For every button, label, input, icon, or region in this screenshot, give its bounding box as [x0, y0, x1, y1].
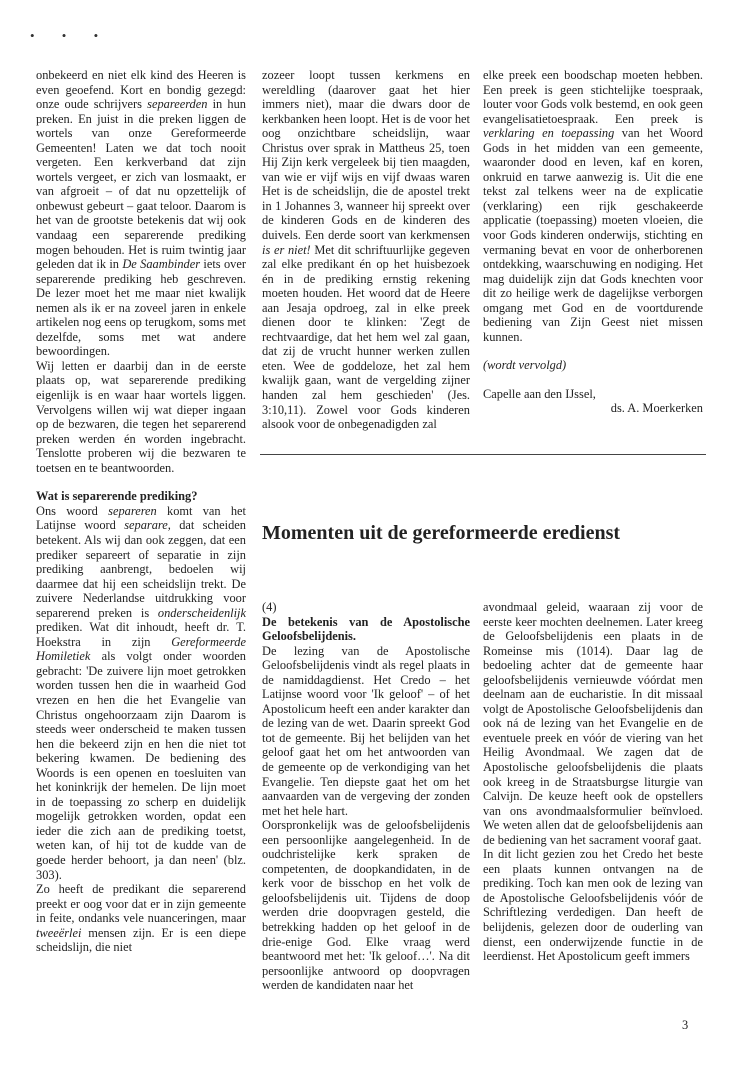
- article1-column-2: [262, 68, 470, 432]
- paragraph: onbekeerd en niet elk kind des Heeren is even geoefend. Kort en bondig gezegd: onze oude schrijvers separeerden in hun preken. En juist in die preken liggen de wortels van onze Gereformeerde Gemeenten! Laten we dat toch nooit vergeten. Een kerkverband dat zijn wortels vergeet, er zich van losmaakt, er van afgroeit – of dat nu opzettelijk of onbewust gebeurt – gaat teloor. Daarom is het van de grootste betekenis dat wij ook vandaag een separerende prediking mogen behouden. Het is ruim twintig jaar geleden dat ik in De Saambinder iets over separerende prediking heb geschreven. De lezer moet het me maar niet kwalijk nemen als ik er na zoveel jaren in enkele artikelen nog eens op terugkom, soms met dezelfde, soms met wat andere bewoordingen.: [36, 68, 246, 359]
- paragraph: De lezing van de Apostolische Geloofsbelijdenis vindt als regel plaats in de namiddagdienst. Het Credo – het Latijnse woord voor 'Ik geloof' – of het Apostolicum heeft een ander karakter dan de lezing van de wet. Daarin spreekt God tot de gemeente. Bij het belijden van het geloof gaat het om het antwoorden van de gemeente op de verkondiging van het Evangelie. Ten diepste gaat het om het aanvaarden van de vergeving der zonden met het hele hart.: [262, 643, 470, 818]
- paragraph: In dit licht gezien zou het Credo het beste een plaats kunnen ontvangen na de prediking. Toch kan men ook de lezing van de Apostolische Geloofsbelijdenis vóór de Schriftlezing verdedigen. Dan heeft de belijdenis, gelezen door de ouderling van dienst, een onderwijzende functie in de leerdienst. Het Apostolicum geeft immers: [483, 847, 703, 964]
- article2-column-1: [262, 600, 470, 993]
- signature-author: ds. A. Moerkerken: [610, 401, 703, 416]
- paragraph: avondmaal geleid, waaraan zij voor de eerste keer mochten deelnemen. Later kreeg de Geloofsbelijdenis een plaats in de Romeinse mis (1014). Daar lag de bedoeling achter dat de gemeente haar geloofsbelijdenis vernieuwde vóórdat men deelnam aan de eucharistie. In dit missaal volgt de Apostolische Geloofsbelijdenis dan ook ná de lezing van het Evangelie en de eventuele preek en vóór de viering van het Heilig Avondmaal. We zagen dat de Apostolische geloofsbelijdenis die plaats ook kreeg in de Straatsburgse liturgie van Calvijn. De keuze heeft ook de opstellers van ons avondmaalsformulier beïnvloed. We weten allen dat de geloofsbelijdenis aan de bediening van het sacrament vooraf gaat.: [483, 600, 703, 847]
- article-heading: De betekenis van de Apostolische Geloofsbelijdenis.: [262, 614, 470, 644]
- paragraph: Zo heeft de predikant die separerend preekt er oog voor dat er in zijn gemeente in feite, ondanks vele nuanceringen, maar tweeërlei mensen zijn. Er is een diepe scheidslijn, die niet: [36, 882, 246, 955]
- paragraph: elke preek een boodschap moeten hebben. Een preek is geen stichtelijke toespraak, louter voor Gods volk bestemd, en ook geen evangelisatietoespraak. Een preek is verklaring en toepassing van het Woord Gods in het midden van een gemeente, waaronder dood en leven, kaf en koren, onkruid en tarwe aanwezig is. Uit die ene tekst zal telkens weer na de explicatie (verklaring) een rijk geschakeerde applicatie (toepassing) moeten vloeien, die voor Gods kinderen onderwijs, stichting en vermaning bevat en voor de onherborenen ontdekking, waarschuwing en nodiging. Het mag duidelijk zijn dat Gods knechten voor dit zo heilige werk de dagelijkse verborgen omgang met God en de voortdurende bediening van Zijn Geest niet missen kunnen.: [483, 68, 703, 344]
- paragraph: Oorspronkelijk was de geloofsbelijdenis een persoonlijke aangelegenheid. In de oudchristelijke kerk spraken de competenten, de doopkandidaten, in de kerk voor de bisschop en het volk de geloofsbelijdenis uit. Tijdens de doop werden drie doopvragen gesteld, die betrekking hadden op het geloof in de drie-enige God. Elke vraag werd beantwoord met het: 'Ik geloof…'. Na dit persoonlijke antwoord op doopvragen werden de kandidaten naar het: [262, 818, 470, 993]
- article-number: (4): [262, 600, 277, 614]
- page-number: 3: [682, 1018, 689, 1032]
- signature: [483, 387, 703, 416]
- to-be-continued: (wordt vervolgd): [483, 358, 567, 373]
- paragraph: Ons woord separeren komt van het Latijnse woord separare, dat scheiden betekent. Als wij dan ook zeggen, dat een prediker separeert of separatie in zijn prediking aanbrengt, bedoelen wij daarmee dat hij een scheidslijn trekt. De zuivere Nederlandse uitdrukking voor separerend preken is onderscheidenlijk prediken. Wat dit inhoudt, heeft dr. T. Hoekstra in zijn Gereformeerde Homiletiek als volgt onder woorden gebracht: 'De zuivere lijn moet getrokken worden tussen hen die in waarheid God vrezen en hen die het Evangelie van Christus ongehoorzaam zijn Daarom is steeds weer onderscheid te maken tussen hen die bekeerd zijn en hen die niet tot bekering kwamen. De bediening des Woords is een openen en toesluiten van het koninkrijk der hemelen. De lijn moet in de toepassing zo scherp en duidelijk mogelijk getrokken worden, opdat een ieder die zich aan de prediking toetst, weten kan, of hij tot de kudde van de goede herder behoort, ja dan neen' (blz. 303).: [36, 503, 246, 882]
- signature-place: Capelle aan den IJssel,: [483, 386, 596, 401]
- article1-column-1: [36, 68, 246, 955]
- section-divider: [260, 454, 706, 455]
- header-dots: • • •: [30, 28, 111, 43]
- paragraph: zozeer loopt tussen kerkmens en wereldling (daarover gaat het hier immers niet), maar die dwars door de kerkbanken heen loopt. Het is de voor het oog onzichtbare scheidslijn, waar Christus over sprak in Mattheus 25, toen Hij Zijn kerk vergeleek bij tien maagden, van wie er vijf wijs en vijf dwaas waren Het is de scheidslijn, die de apostel trekt in 1 Johannes 3, wanneer hij spreekt over de kinderen Gods en de kinderen des duivels. Een derde soort van kerkmensen is er niet! Met dit schriftuurlijke gegeven zal elke predikant én op het huisbezoek én in de prediking ernstig rekening moeten houden. Het woord dat de Heere aan Jesaja opdroeg, zal in elke preek dienen door te klinken: 'Zegt de rechtvaardige, dat het hem wel zal gaan, dat zij de vrucht hunner werken zullen eten. Wee de goddeloze, het zal hem kwalijk gaan, want de vergelding zijner handen zal hem geschieden' (Jes. 3:10,11). Zowel voor Gods kinderen alsook voor de onbegenadigden zal: [262, 68, 470, 432]
- article1-column-3: [483, 68, 703, 416]
- paragraph: Wij letten er daarbij dan in de eerste plaats op, wat separerende prediking eigenlijk is en waar haar wortels liggen. Vervolgens willen wij wat dieper ingaan op de bezwaren, die tegen het separerend preken werden én worden ingebracht. Tenslotte proberen wij die bezwaren te toetsen en te beantwoorden.: [36, 358, 246, 475]
- article2-column-2: [483, 600, 703, 964]
- article-title: Momenten uit de gereformeerde eredienst: [262, 522, 621, 544]
- section-heading: Wat is separerende prediking?: [36, 489, 198, 504]
